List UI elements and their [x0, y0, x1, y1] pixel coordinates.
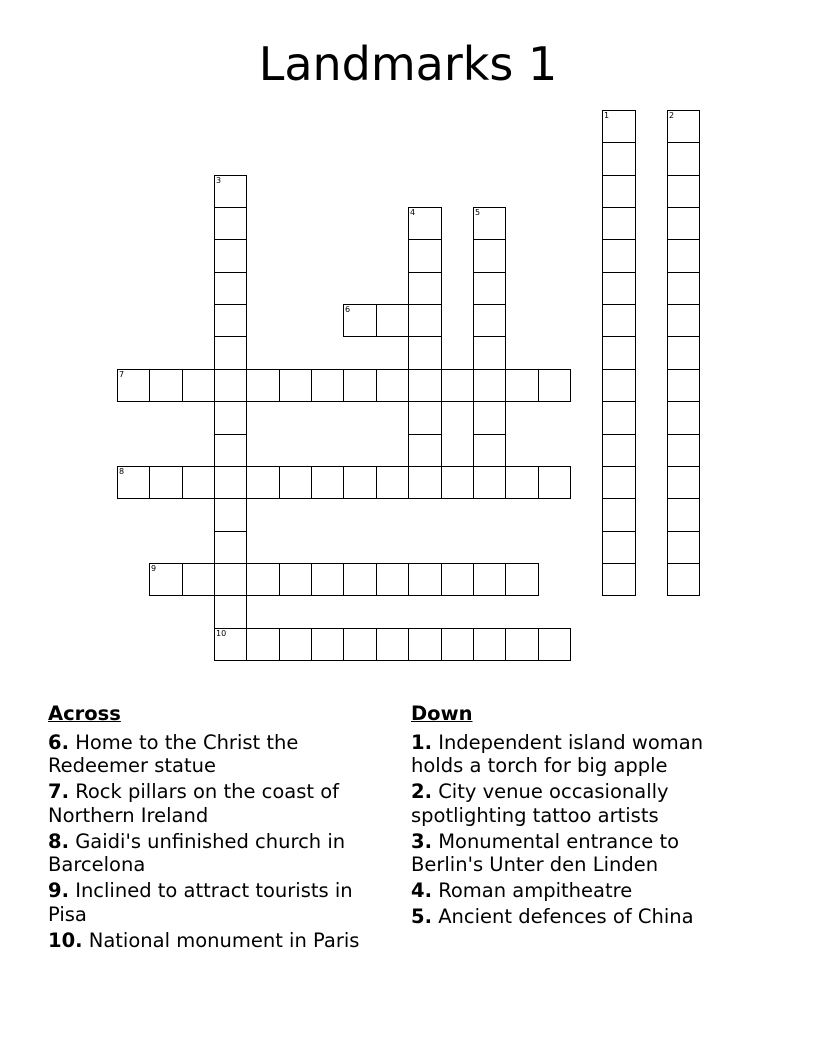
across-clue: [48, 830, 393, 877]
crossword-cell[interactable]: [343, 369, 377, 402]
crossword-cell[interactable]: [602, 304, 636, 337]
clue-text: City venue occasionally spotlighting tattoo artists: [411, 780, 669, 827]
clue-number: 6.: [48, 730, 69, 754]
clue-number: 4.: [411, 879, 432, 902]
crossword-cell[interactable]: [667, 401, 700, 435]
crossword-cell[interactable]: [441, 628, 474, 661]
crossword-cell[interactable]: [214, 466, 247, 499]
crossword-cell[interactable]: [473, 336, 506, 370]
crossword-cell[interactable]: [311, 563, 344, 596]
crossword-cell[interactable]: [117, 369, 150, 402]
crossword-cell[interactable]: [214, 563, 247, 596]
crossword-cell[interactable]: [408, 434, 442, 467]
crossword-cell[interactable]: [149, 563, 183, 596]
crossword-cell[interactable]: [602, 466, 636, 499]
crossword-cell[interactable]: [343, 628, 377, 661]
crossword-cell[interactable]: [343, 304, 377, 337]
crossword-cell[interactable]: [214, 628, 247, 661]
across-clue: [48, 780, 393, 827]
crossword-cell[interactable]: [408, 239, 442, 273]
crossword-cell[interactable]: [667, 175, 700, 208]
crossword-cell[interactable]: [214, 531, 247, 564]
crossword-cell[interactable]: [602, 498, 636, 532]
crossword-cell[interactable]: [473, 272, 506, 305]
cell-number: 1: [604, 111, 610, 120]
crossword-cell[interactable]: [602, 110, 636, 143]
crossword-cell[interactable]: [667, 110, 700, 143]
cell-number: 5: [475, 208, 481, 217]
down-clue: [411, 830, 741, 877]
cell-number: 3: [216, 176, 222, 185]
crossword-cell[interactable]: [246, 466, 280, 499]
crossword-cell[interactable]: [279, 369, 312, 402]
crossword-cell[interactable]: [505, 628, 539, 661]
crossword-cell[interactable]: [214, 272, 247, 305]
crossword-cell[interactable]: [667, 239, 700, 273]
crossword-cell[interactable]: [408, 304, 442, 337]
clue-text: Independent island woman holds a torch for big apple: [411, 730, 704, 777]
crossword-cell[interactable]: [473, 563, 506, 596]
crossword-cell[interactable]: [473, 304, 506, 337]
crossword-cell[interactable]: [376, 369, 409, 402]
down-clues: [411, 702, 741, 931]
crossword-cell[interactable]: [408, 401, 442, 435]
cell-number: 2: [669, 111, 675, 120]
clue-number: 5.: [411, 905, 432, 928]
crossword-cell[interactable]: [538, 466, 571, 499]
crossword-cell[interactable]: [279, 563, 312, 596]
clue-text: Rock pillars on the coast of Northern Ireland: [48, 780, 340, 827]
crossword-cell[interactable]: [473, 401, 506, 435]
crossword-cell[interactable]: [408, 336, 442, 370]
crossword-cell[interactable]: [408, 369, 442, 402]
crossword-cell[interactable]: [182, 466, 215, 499]
crossword-cell[interactable]: [214, 239, 247, 273]
clue-text: National monument in Paris: [88, 928, 360, 952]
clue-text: Roman ampitheatre: [438, 879, 633, 902]
crossword-cell[interactable]: [473, 466, 506, 499]
across-clue: [48, 879, 393, 926]
crossword-cell[interactable]: [149, 466, 183, 499]
crossword-cell[interactable]: [311, 466, 344, 499]
across-clues: [48, 702, 393, 955]
crossword-cell[interactable]: [602, 207, 636, 240]
crossword-cell[interactable]: [667, 434, 700, 467]
crossword-cell[interactable]: [214, 498, 247, 532]
crossword-cell[interactable]: [602, 563, 636, 596]
crossword-cell[interactable]: [117, 466, 150, 499]
down-clue: [411, 731, 741, 778]
down-clue: [411, 879, 741, 903]
crossword-cell[interactable]: [246, 628, 280, 661]
crossword-cell[interactable]: [214, 434, 247, 467]
crossword-cell[interactable]: [311, 369, 344, 402]
crossword-cell[interactable]: [667, 466, 700, 499]
crossword-cell[interactable]: [667, 531, 700, 564]
crossword-cell[interactable]: [473, 434, 506, 467]
crossword-cell[interactable]: [441, 369, 474, 402]
crossword-cell[interactable]: [246, 369, 280, 402]
crossword-cell[interactable]: [602, 401, 636, 435]
crossword-cell[interactable]: [246, 563, 280, 596]
clue-text: Gaidi's unfinished church in Barcelona: [48, 829, 346, 876]
crossword-cell[interactable]: [602, 272, 636, 305]
clue-text: Inclined to attract tourists in Pisa: [48, 879, 353, 926]
crossword-cell[interactable]: [376, 466, 409, 499]
crossword-cell[interactable]: [667, 142, 700, 176]
crossword-cell[interactable]: [182, 369, 215, 402]
crossword-cell[interactable]: [538, 628, 571, 661]
crossword-cell[interactable]: [602, 434, 636, 467]
crossword-cell[interactable]: [667, 304, 700, 337]
clue-text: Monumental entrance to Berlin's Unter den Linden: [411, 829, 680, 876]
across-clue: [48, 929, 393, 953]
crossword-cell[interactable]: [667, 369, 700, 402]
crossword-cell[interactable]: [408, 466, 442, 499]
crossword-cell[interactable]: [441, 466, 474, 499]
clue-text: Home to the Christ the Redeemer statue: [48, 730, 299, 777]
down-clue: [411, 905, 741, 929]
crossword-cell[interactable]: [602, 142, 636, 176]
crossword-cell[interactable]: [667, 272, 700, 305]
down-header: Down: [411, 702, 473, 725]
crossword-cell[interactable]: [214, 336, 247, 370]
crossword-cell[interactable]: [214, 304, 247, 337]
clue-number: 2.: [411, 780, 432, 803]
crossword-cell[interactable]: [667, 207, 700, 240]
crossword-cell[interactable]: [667, 563, 700, 596]
cell-number: 8: [119, 467, 125, 476]
crossword-cell[interactable]: [473, 207, 506, 240]
crossword-cell[interactable]: [473, 239, 506, 273]
clue-number: 8.: [48, 829, 69, 853]
crossword-cell[interactable]: [505, 466, 539, 499]
crossword-cell[interactable]: [214, 595, 247, 629]
crossword-cell[interactable]: [376, 628, 409, 661]
clue-text: Ancient defences of China: [438, 905, 694, 928]
crossword-cell[interactable]: [214, 175, 247, 208]
crossword-cell[interactable]: [602, 531, 636, 564]
crossword-cell[interactable]: [214, 401, 247, 435]
cell-number: 7: [119, 370, 125, 379]
cell-number: 4: [410, 208, 416, 217]
clue-number: 9.: [48, 879, 69, 902]
crossword-cell[interactable]: [408, 207, 442, 240]
cell-number: 10: [216, 629, 227, 638]
crossword-cell[interactable]: [505, 369, 539, 402]
crossword-cell[interactable]: [667, 336, 700, 370]
crossword-cell[interactable]: [408, 628, 442, 661]
clue-number: 3.: [411, 829, 432, 853]
down-clue: [411, 780, 741, 827]
crossword-cell[interactable]: [602, 239, 636, 273]
crossword-cell[interactable]: [602, 175, 636, 208]
crossword-cell[interactable]: [667, 498, 700, 532]
crossword-cell[interactable]: [473, 628, 506, 661]
crossword-cell[interactable]: [376, 563, 409, 596]
crossword-cell[interactable]: [311, 628, 344, 661]
crossword-cell[interactable]: [182, 563, 215, 596]
clue-number: 7.: [48, 780, 69, 803]
crossword-cell[interactable]: [376, 304, 409, 337]
crossword-cell[interactable]: [149, 369, 183, 402]
crossword-cell[interactable]: [473, 369, 506, 402]
crossword-cell[interactable]: [538, 369, 571, 402]
crossword-cell[interactable]: [505, 563, 539, 596]
crossword-cell[interactable]: [343, 563, 377, 596]
cell-number: 6: [345, 305, 351, 314]
page-title: Landmarks 1: [258, 37, 558, 91]
crossword-cell[interactable]: [408, 272, 442, 305]
crossword-cell[interactable]: [214, 207, 247, 240]
crossword-cell[interactable]: [279, 628, 312, 661]
crossword-cell[interactable]: [279, 466, 312, 499]
crossword-cell[interactable]: [408, 563, 442, 596]
crossword-cell[interactable]: [602, 369, 636, 402]
across-clue: [48, 731, 393, 778]
cell-number: 9: [151, 564, 157, 573]
across-header: Across: [48, 702, 121, 725]
crossword-cell[interactable]: [441, 563, 474, 596]
clue-number: 1.: [411, 730, 432, 754]
crossword-cell[interactable]: [214, 369, 247, 402]
crossword-cell[interactable]: [602, 336, 636, 370]
clue-number: 10.: [48, 928, 83, 952]
crossword-cell[interactable]: [343, 466, 377, 499]
